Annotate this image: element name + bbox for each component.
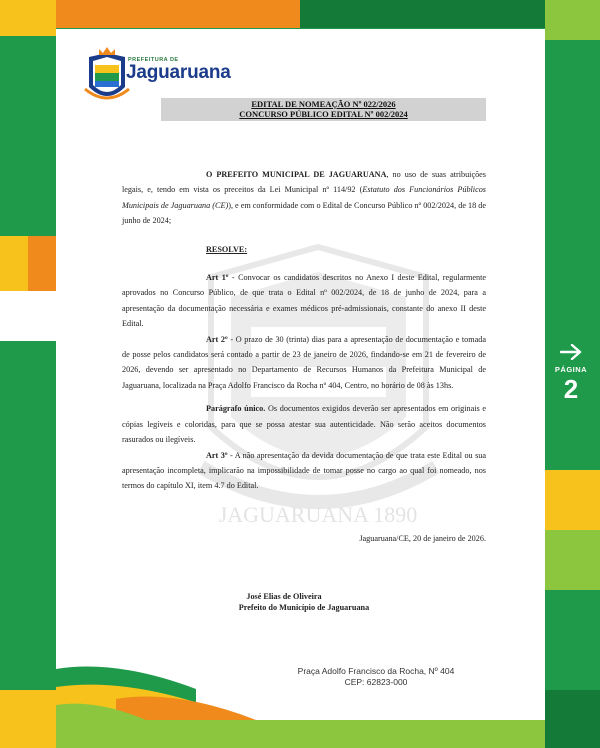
article-1 [122, 270, 486, 332]
resolve-heading: RESOLVE: [206, 244, 248, 254]
intro-text-2: ), e em conformidade com o Edital de Concurso Público nº 002/2024, de 18 de junho de 2024; [122, 200, 486, 226]
header-line-1: EDITAL DE NOMEAÇÃO Nº 022/2026 [251, 99, 396, 109]
page-label: PÁGINA [554, 365, 588, 374]
article-label: Art 1º [206, 273, 229, 283]
article-label: Parágrafo único. [206, 404, 266, 414]
arrow-right-icon[interactable] [560, 344, 582, 360]
intro-text-1: , no uso de suas atribuições legais, e, tendo em vista os preceitos da Lei Municipal nº 114/92 ( [122, 170, 486, 195]
edital-header [161, 98, 486, 121]
article-text: - A não apresentação da devida documentação de que trata este Edital ou sua apresentação incompleta, implicarão na impossibilidade de tomar posse no cargo ao qual foi nomeado, nos termos do capítulo XI, item 4.7 do Edital. [122, 450, 486, 491]
signature-name: José Elias de Oliveira [246, 592, 322, 601]
paragrafo-unico [122, 401, 486, 447]
watermark-text: JAGUARUANA 1890 [218, 502, 418, 527]
intro-bold: O PREFEITO MUNICIPAL DE JAGUARUANA [206, 170, 387, 179]
article-3 [122, 448, 486, 494]
intro-italic: Estatuto dos Funcionários Públicos Municipais de Jaguaruana (CE) [122, 185, 486, 210]
footer-address [256, 666, 496, 688]
logo-subtitle: PREFEITURA DE [128, 57, 179, 63]
page-number: 2 [563, 374, 579, 404]
signature-title: Prefeito do Município de Jaguaruana [238, 603, 370, 612]
signature-block [122, 591, 486, 613]
footer-street: Praça Adolfo Francisco da Rocha, Nº 404 [297, 666, 455, 676]
intro-paragraph [122, 167, 486, 229]
document-body [122, 167, 486, 494]
logo-name: Jaguaruana [126, 62, 231, 83]
document-page [56, 29, 545, 720]
article-text: - Convocar os candidatos descritos no Anexo I deste Edital, regularmente aprovados no Concurso Público, de que trata o Edital nº 002/2024, de 18 de junho de 2024, para a apresentação da documentação necessária e exames médicos pré-admissionais, constante do anexo II deste Edital. [122, 273, 486, 329]
header-line-2: CONCURSO PÚBLICO EDITAL Nº 002/2024 [239, 109, 408, 119]
article-text: - O prazo de 30 (trinta) dias para a apresentação de documentação e tomada de posse pelos candidatos será contado a partir de 23 de janeiro de 2026, findando-se em 21 de fevereiro de 2026, devendo ser apresentado no Departamento de Recursos Humanos da Prefeitura Municipal de Jaguaruana, localizada na Praça Adolfo Francisco da Rocha nº 404, Centro, no horário de 08 às 13hs. [122, 334, 486, 390]
article-label: Art 2º [206, 334, 228, 344]
article-label: Art 3º [206, 450, 228, 460]
article-2 [122, 332, 486, 394]
document-date: Jaguaruana/CE, 20 de janeiro de 2026. [359, 534, 486, 543]
article-text: Os documentos exigidos deverão ser apresentados em originais e cópias legíveis e coloridas, para que se possa atestar sua autenticidade. Não serão aceitos documentos rasurados ou ilegíveis. [122, 404, 486, 445]
footer-cep: CEP: 62823-000 [344, 677, 408, 687]
